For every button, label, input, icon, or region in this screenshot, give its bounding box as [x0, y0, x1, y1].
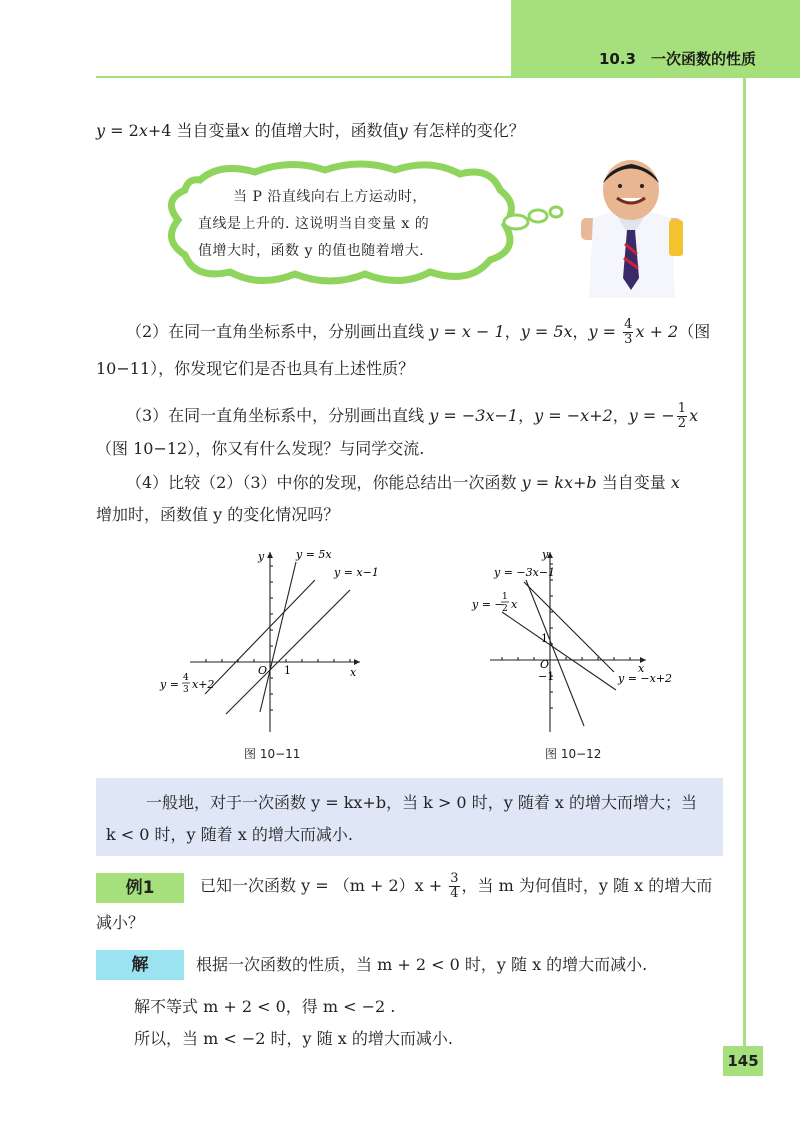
- summary-line1: 一般地，对于一次函数 y = kx+b，当 k > 0 时，y 随着 x 的增大而增大；当: [146, 793, 698, 812]
- fraction: [677, 402, 687, 431]
- var-x: x: [240, 121, 250, 140]
- cloud-line: 直线是上升的. 这说明当自变量 x 的: [198, 216, 430, 232]
- x-axis-label: x: [638, 662, 645, 675]
- line-label: y = 5x: [296, 548, 332, 561]
- item4-line2: 增加时，函数值 y 的变化情况吗？: [96, 505, 340, 524]
- tick-label: −1: [538, 670, 555, 683]
- example-text: ，当 m 为何值时，y 随 x 的增大而: [461, 876, 713, 895]
- line-label: y = −3x−1: [494, 566, 556, 579]
- separator: ，: [518, 406, 535, 425]
- line-y-5x: [260, 562, 296, 712]
- var-x: x: [670, 473, 680, 492]
- equation: y = 5x: [520, 322, 573, 341]
- equation: y = −x+2: [534, 406, 613, 425]
- solution-line2: 解不等式 m + 2 < 0，得 m < −2 .: [134, 997, 396, 1016]
- figure-caption: 图 10−11: [244, 747, 301, 761]
- equation: y = −: [628, 406, 675, 425]
- frac-num: 1: [502, 592, 508, 602]
- var-y: y: [96, 121, 106, 140]
- separator: ，: [612, 406, 629, 425]
- line-label: y = −: [472, 598, 504, 611]
- y-axis-label: y: [542, 548, 549, 561]
- frac-den: 4: [450, 886, 459, 901]
- tick-label: 1: [541, 632, 548, 645]
- item3-line2: （图 10−12），你又有什么发现？与同学交流.: [96, 439, 425, 458]
- example-tag: 例1: [96, 873, 184, 903]
- frac-den: 3: [624, 332, 633, 347]
- frac-num: 4: [624, 317, 633, 332]
- y-axis-label: y: [258, 550, 265, 563]
- figure-caption: 图 10−12: [545, 747, 602, 761]
- separator: ，: [572, 322, 589, 341]
- student-illustration: [573, 158, 691, 298]
- question-line: [96, 118, 525, 144]
- var-x: x: [138, 121, 148, 140]
- frac-den: 3: [183, 685, 189, 695]
- figure-10-12: [466, 542, 696, 742]
- origin-label: O: [540, 658, 550, 671]
- example-line2: 减小？: [96, 913, 145, 932]
- question-text: 有怎样的变化？: [407, 121, 525, 140]
- equation: y = −3x−1: [429, 406, 519, 425]
- equation: x: [689, 406, 699, 425]
- equation: y = x − 1: [429, 322, 505, 341]
- item3-line1: [126, 402, 698, 431]
- page-number: 145: [723, 1046, 763, 1076]
- frac-den: 2: [502, 604, 508, 614]
- solution-line3: 所以，当 m < −2 时，y 随 x 的增大而减小.: [134, 1029, 453, 1048]
- item2-text: （2）在同一直角坐标系中，分别画出直线: [126, 322, 430, 341]
- item4-line1: [126, 470, 680, 496]
- frac-num: 4: [183, 673, 189, 683]
- item4-text: 当自变量: [596, 473, 671, 492]
- eq-text: = 2: [105, 121, 139, 140]
- question-text: +4 当自变量: [147, 121, 241, 140]
- line-label: y = −x+2: [618, 672, 673, 685]
- section-title: 10.3 一次函数的性质: [598, 50, 756, 68]
- header-rule: [96, 76, 749, 78]
- cloud-text: [188, 184, 458, 265]
- equation: y = kx+b: [521, 473, 597, 492]
- solution-line1: 根据一次函数的性质，当 m + 2 < 0 时，y 随 x 的增大而减小.: [196, 955, 648, 974]
- line-y-minus-half-x: [502, 612, 616, 690]
- example-line1: [200, 872, 712, 901]
- equation: y =: [588, 322, 622, 341]
- separator: ，: [504, 322, 521, 341]
- figure-10-11: [150, 542, 380, 742]
- tick-label: 1: [284, 664, 291, 677]
- line-label: x: [511, 598, 518, 611]
- question-text: 的值增大时，函数值: [249, 121, 399, 140]
- cloud-line: 当 P 沿直线向右上方运动时，: [233, 189, 427, 205]
- frac-num: 1: [677, 401, 687, 416]
- example-text: 已知一次函数 y = （m + 2）x +: [200, 876, 448, 895]
- var-y: y: [398, 121, 408, 140]
- summary-line2: k < 0 时，y 随着 x 的增大而减小.: [106, 825, 353, 844]
- solution-tag: 解: [96, 950, 184, 980]
- item4-text: （4）比较（2）（3）中你的发现，你能总结出一次函数: [126, 473, 522, 492]
- item3-text: （3）在同一直角坐标系中，分别画出直线: [126, 406, 430, 425]
- line-label: y = x−1: [334, 566, 379, 579]
- cloud-line: 值增大时，函数 y 的值也随着增大.: [198, 243, 425, 259]
- item2-text: （图: [678, 322, 711, 341]
- fraction: [449, 872, 459, 901]
- item2-line1: [126, 318, 710, 347]
- item2-line2: 10−11），你发现它们是否也具有上述性质？: [96, 359, 415, 378]
- side-rule: [743, 78, 746, 1048]
- frac-den: 2: [677, 416, 687, 431]
- line-label: y =: [160, 678, 179, 691]
- frac-num: 3: [450, 871, 459, 886]
- x-axis-label: x: [350, 666, 357, 679]
- origin-label: O: [258, 664, 268, 677]
- fraction: [623, 318, 633, 347]
- equation: x + 2: [635, 322, 679, 341]
- line-y-minus3x-minus1: [526, 580, 584, 726]
- line-label: x+2: [192, 678, 215, 691]
